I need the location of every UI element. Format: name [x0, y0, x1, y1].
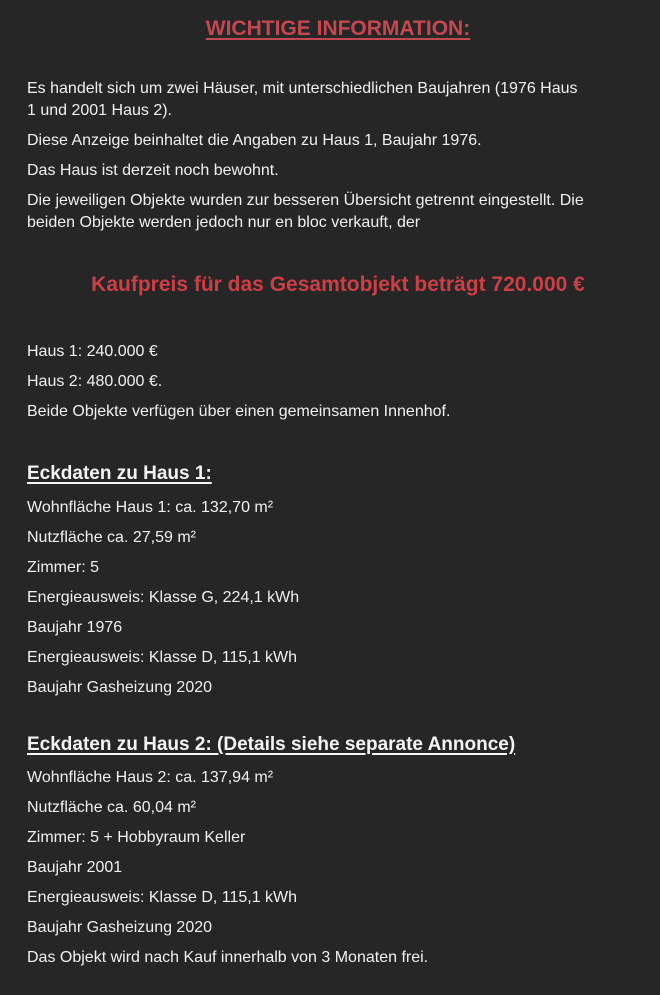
text-line: Das Haus ist derzeit noch bewohnt.	[27, 162, 279, 179]
detail-line-wohnflaeche-2: Wohnfläche Haus 2: ca. 137,94 m²	[27, 769, 274, 786]
detail-line-nutzflaeche-1: Nutzfläche ca. 27,59 m²	[27, 529, 196, 546]
text-line: beiden Objekte werden jedoch nur en bloc verkauft, der	[27, 214, 421, 231]
price-line-innenhof: Beide Objekte verfügen über einen gemeinsamen Innenhof.	[27, 403, 451, 420]
price-heading: Kaufpreis für das Gesamtobjekt beträgt 720.000 €	[91, 273, 585, 296]
intro-paragraph-3	[27, 160, 649, 182]
intro-paragraph-1	[27, 78, 649, 122]
detail-line-wohnflaeche-1: Wohnfläche Haus 1: ca. 132,70 m²	[27, 499, 274, 516]
detail-line-gasheizung-2: Baujahr Gasheizung 2020	[27, 919, 213, 936]
closing-note: Das Objekt wird nach Kauf innerhalb von 3 Monaten frei.	[27, 949, 429, 966]
text-line: 1 und 2001 Haus 2).	[27, 102, 172, 119]
page-title: WICHTIGE INFORMATION:	[205, 17, 471, 40]
detail-line-baujahr-2001: Baujahr 2001	[27, 859, 123, 876]
price-line-haus-1: Haus 1: 240.000 €	[27, 343, 158, 360]
intro-paragraph-4	[27, 190, 649, 234]
section-heading-haus-1: Eckdaten zu Haus 1:	[27, 463, 212, 484]
section-heading-haus-2: Eckdaten zu Haus 2: (Details siehe separate Annonce)	[27, 734, 516, 755]
detail-line-energieausweis-d-1: Energieausweis: Klasse D, 115,1 kWh	[27, 649, 298, 666]
text-line: Es handelt sich um zwei Häuser, mit unterschiedlichen Baujahren (1976 Haus	[27, 80, 578, 97]
detail-line-energieausweis-g: Energieausweis: Klasse G, 224,1 kWh	[27, 589, 300, 606]
detail-line-zimmer-1: Zimmer: 5	[27, 559, 99, 576]
detail-line-energieausweis-d-2: Energieausweis: Klasse D, 115,1 kWh	[27, 889, 298, 906]
intro-paragraph-2	[27, 130, 649, 152]
text-line: Die jeweiligen Objekte wurden zur besseren Übersicht getrennt eingestellt. Die	[27, 192, 584, 209]
detail-line-gasheizung-1: Baujahr Gasheizung 2020	[27, 679, 213, 696]
text-line: Diese Anzeige beinhaltet die Angaben zu Haus 1, Baujahr 1976.	[27, 132, 482, 149]
detail-line-zimmer-2: Zimmer: 5 + Hobbyraum Keller	[27, 829, 246, 846]
price-line-haus-2: Haus 2: 480.000 €.	[27, 373, 163, 390]
detail-line-baujahr-1976: Baujahr 1976	[27, 619, 123, 636]
detail-line-nutzflaeche-2: Nutzfläche ca. 60,04 m²	[27, 799, 196, 816]
